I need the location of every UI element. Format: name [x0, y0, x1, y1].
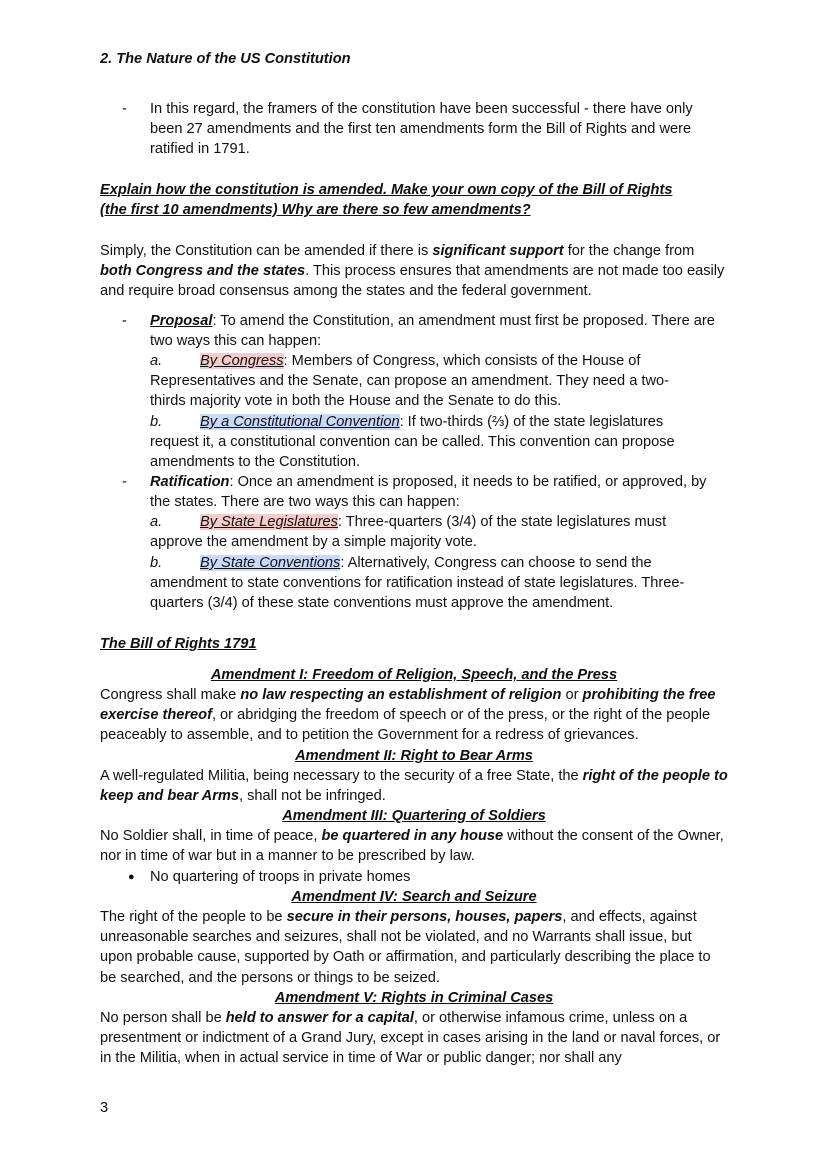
answer-paragraph: Simply, the Constitution can be amended if there is significant support for the change from both Congress and the states. This process ensures that amendments are not made too easily and require broad consensus among the states and the federal government. [100, 243, 725, 300]
amendment-3-text: No Soldier shall, in time of peace, be quartered in any house without the consent of the Owner, nor in time of war but in a manner to be prescribed by law. [100, 828, 724, 865]
page-number: 3 [100, 1100, 109, 1116]
bill-of-rights-heading: The Bill of Rights 1791 [100, 636, 257, 652]
amendment-2-title: Amendment II: Right to Bear Arms [295, 748, 533, 764]
amendment-3-bullet: No quartering of troops in private homes [150, 869, 411, 885]
ratification-option-a: a. By State Legislatures: Three-quarters (3/4) of the state legislatures must approve the amendment by a simple majority vote. [150, 514, 667, 551]
page-title: 2. The Nature of the US Constitution [100, 51, 351, 67]
amendment-3-title: Amendment III: Quartering of Soldiers [282, 808, 546, 824]
proposal-option-b: b. By a Constitutional Convention: If two-thirds (⅔) of the state legislatures request it, a constitutional convention can be called. This convention can propose amendments to the Constitution. [150, 414, 675, 471]
intro-bullet-text: In this regard, the framers of the constitution have been successful - there have only been 27 amendments and the first ten amendments form the Bill of Rights and were ratified in 1791. [150, 101, 693, 158]
proposal-text: Proposal: To amend the Constitution, an amendment must first be proposed. There are two ways this can happen: [150, 313, 715, 350]
proposal-dash: - [122, 313, 127, 329]
amendment-5-title: Amendment V: Rights in Criminal Cases [274, 990, 554, 1006]
ratification-option-b: b. By State Conventions: Alternatively, Congress can choose to send the amendment to state conventions for ratification instead of state legislatures. Three-quarters (3/4) of these state conventions must approve the amendment. [150, 555, 685, 612]
by-state-legislatures-highlight: By State Legislatures [200, 514, 338, 530]
amendment-2-text: A well-regulated Militia, being necessary to the security of a free State, the right of the people to keep and bear Arms, shall not be infringed. [100, 768, 728, 805]
amendment-1-title: Amendment I: Freedom of Religion, Speech, and the Press [210, 667, 618, 683]
question-line-2: (the first 10 amendments) Why are there so few amendments? [100, 202, 531, 218]
ratification-dash: - [122, 474, 127, 490]
bullet-icon: ● [128, 871, 135, 883]
amendment-1-text: Congress shall make no law respecting an establishment of religion or prohibiting the free exercise thereof, or abridging the freedom of speech or of the press, or the right of the people peaceably to assemble, and to petition the Government for a redress of grievances. [100, 687, 716, 744]
question-line-1: Explain how the constitution is amended. Make your own copy of the Bill of Rights [100, 182, 673, 198]
by-convention-highlight: By a Constitutional Convention [200, 414, 400, 430]
by-state-conventions-highlight: By State Conventions [200, 555, 341, 571]
intro-dash: - [122, 101, 127, 117]
proposal-option-a: a. By Congress: Members of Congress, which consists of the House of Representatives and the Senate, can propose an amendment. They need a two-thirds majority vote in both the House and the Senate to do this. [150, 353, 669, 410]
ratification-text: Ratification: Once an amendment is proposed, it needs to be ratified, or approved, by the states. There are two ways this can happen: [150, 474, 707, 511]
amendment-5-text: No person shall be held to answer for a capital, or otherwise infamous crime, unless on a presentment or indictment of a Grand Jury, except in cases arising in the land or naval forces, or in the Militia, when in actual service in time of War or public danger; nor shall any [100, 1010, 721, 1067]
amendment-4-title: Amendment IV: Search and Seizure [291, 889, 537, 905]
amendment-4-text: The right of the people to be secure in their persons, houses, papers, and effects, against unreasonable searches and seizures, shall not be violated, and no Warrants shall issue, but upon probable cause, supported by Oath or affirmation, and particularly describing the place to be searched, and the persons or things to be seized. [100, 909, 711, 986]
by-congress-highlight: By Congress [200, 353, 284, 369]
